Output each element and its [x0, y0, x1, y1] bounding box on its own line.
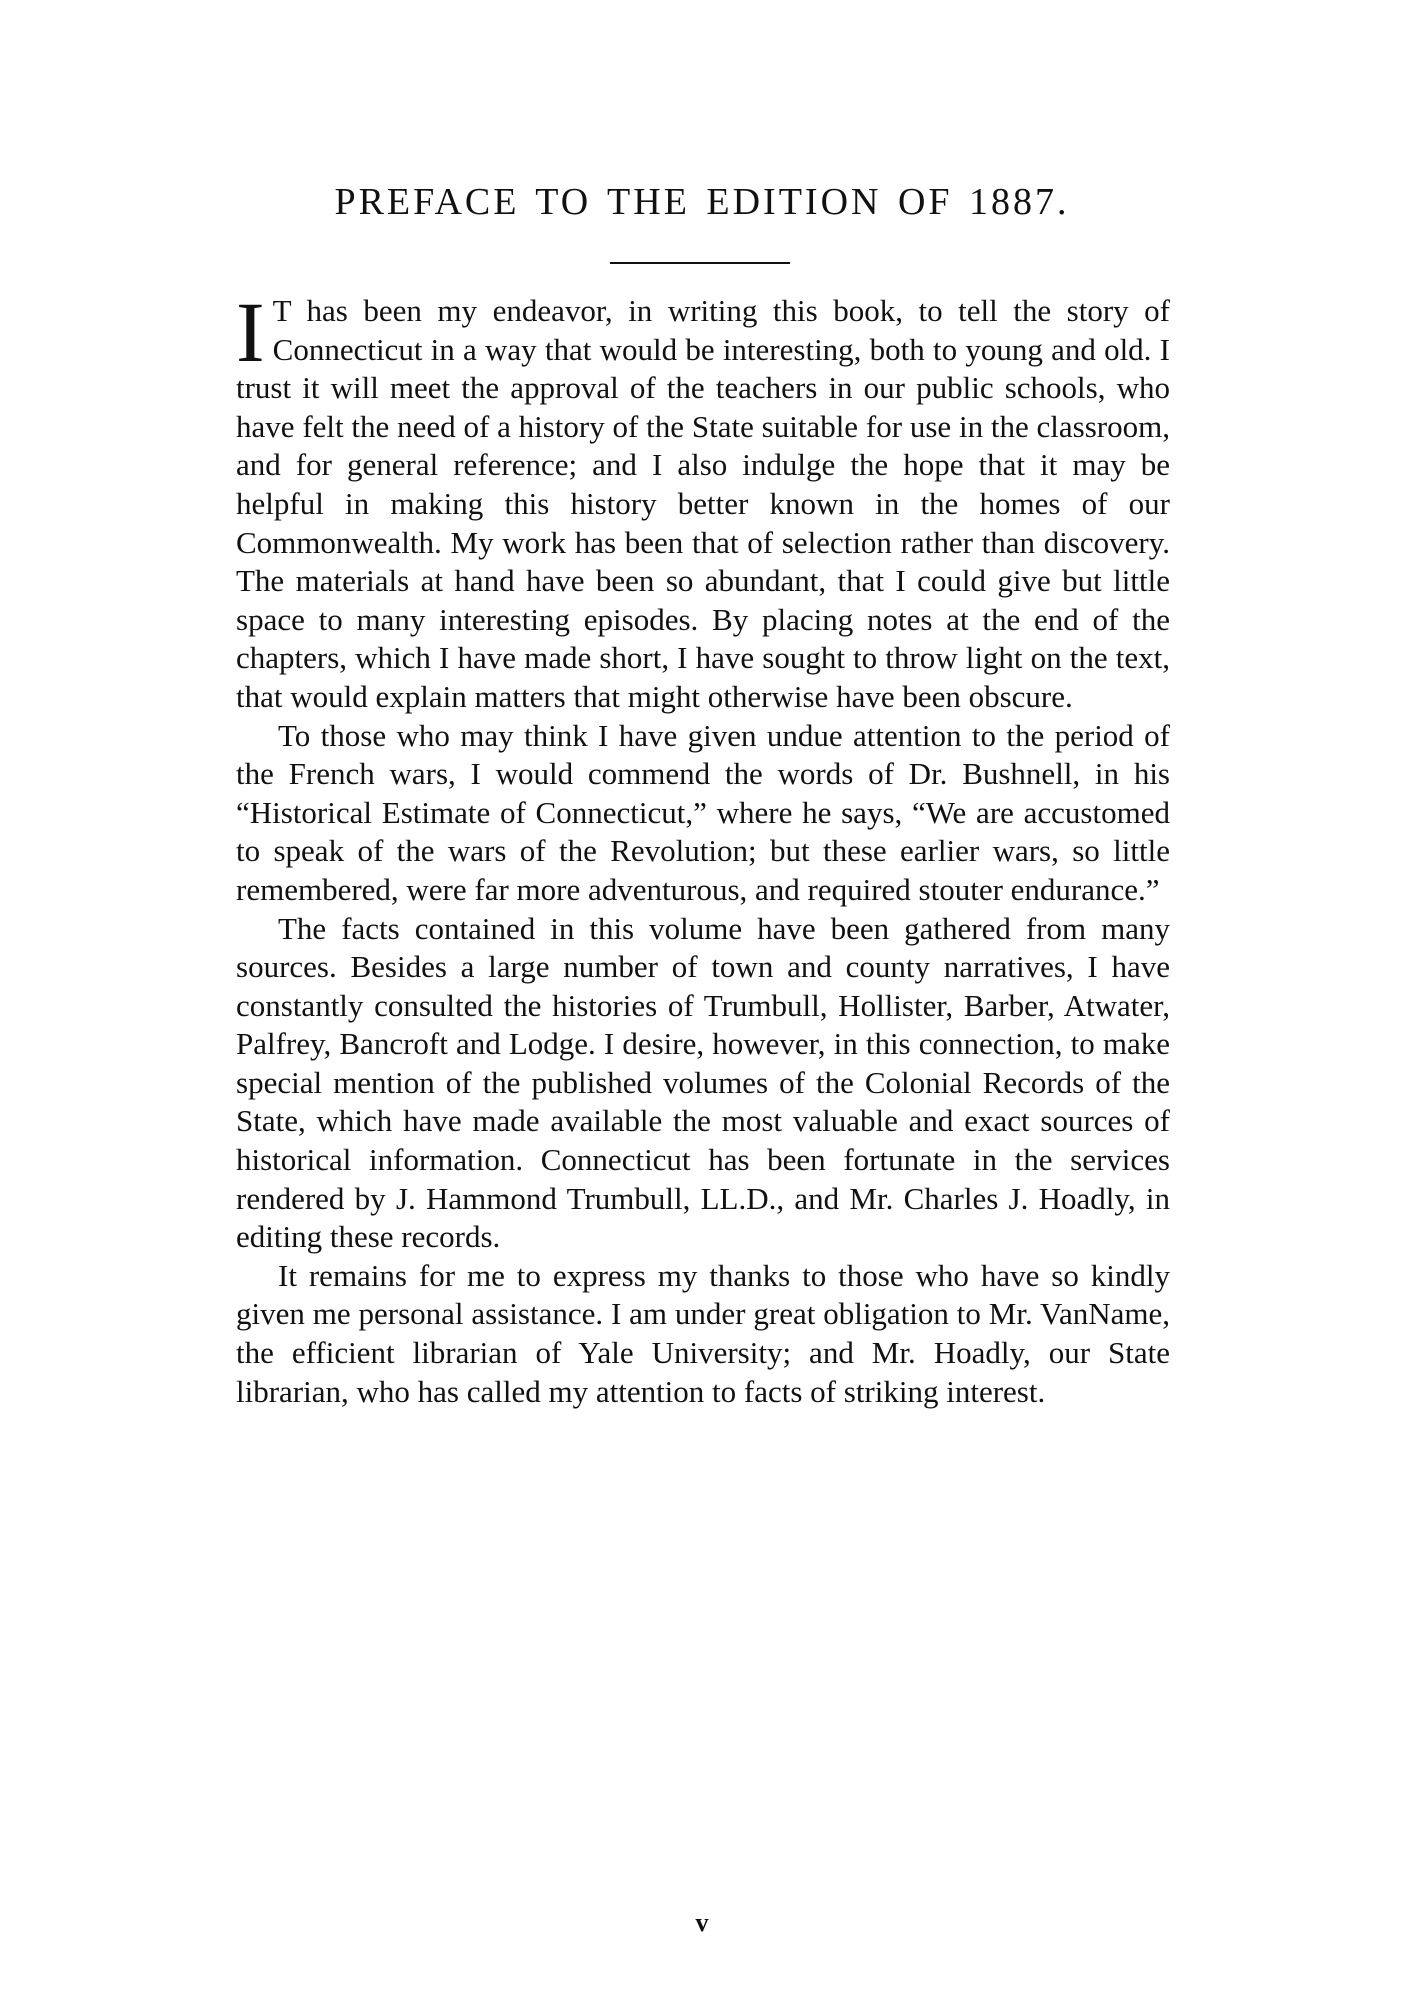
page-title: PREFACE TO THE EDITION OF 1887.: [334, 181, 1070, 223]
paragraph-2: To those who may think I have given undue attention to the period of the French wars, I would commend the words of Dr. Bushnell, in his “Historical Estimate of Connecticut,” where he says, “We are accustomed to speak of the wars of the Revolution; but these earlier wars, so little remembered, were far more adventurous, and required stouter endurance.”: [236, 717, 1170, 907]
title-rule: [610, 262, 790, 264]
drop-cap: I: [236, 284, 265, 380]
paragraph-3: The facts contained in this volume have been gathered from many sources. Besides a large number of town and county narratives, I have constantly consulted the histories of Trumbull, Hollister, Barber, Atwater, Palfrey, Bancroft and Lodge. I desire, however, in this connection, to make special mention of the published volumes of the Colonial Records of the State, which have made available the most valuable and exact sources of historical information. Connecticut has been fortunate in the services rendered by J. Hammond Trumbull, LL.D., and Mr. Charles J. Hoadly, in editing these records.: [236, 910, 1170, 1255]
preface-body: [236, 284, 1170, 1411]
paragraph-4: It remains for me to express my thanks to those who have so kindly given me personal assistance. I am under great obligation to Mr. VanName, the efficient librarian of Yale University; and Mr. Hoadly, our State librarian, who has called my attention to facts of striking interest.: [236, 1257, 1170, 1409]
page-number: v: [695, 1908, 709, 1937]
paragraph-1-text: T has been my endeavor, in writing this book, to tell the story of Connecticut in a way that would be interesting, both to young and old. I trust it will meet the approval of the teachers in our public schools, who have felt the need of a history of the State suitable for use in the classroom, and for general reference; and I also indulge the hope that it may be helpful in making this history better known in the homes of our Commonwealth. My work has been that of selection rather than discovery. The materials at hand have been so abundant, that I could give but little space to many interesting episodes. By placing notes at the end of the chapters, which I have made short, I have sought to throw light on the text, that would explain matters that might otherwise have been obscure.: [236, 293, 1170, 714]
paragraph-1: [236, 284, 1170, 717]
